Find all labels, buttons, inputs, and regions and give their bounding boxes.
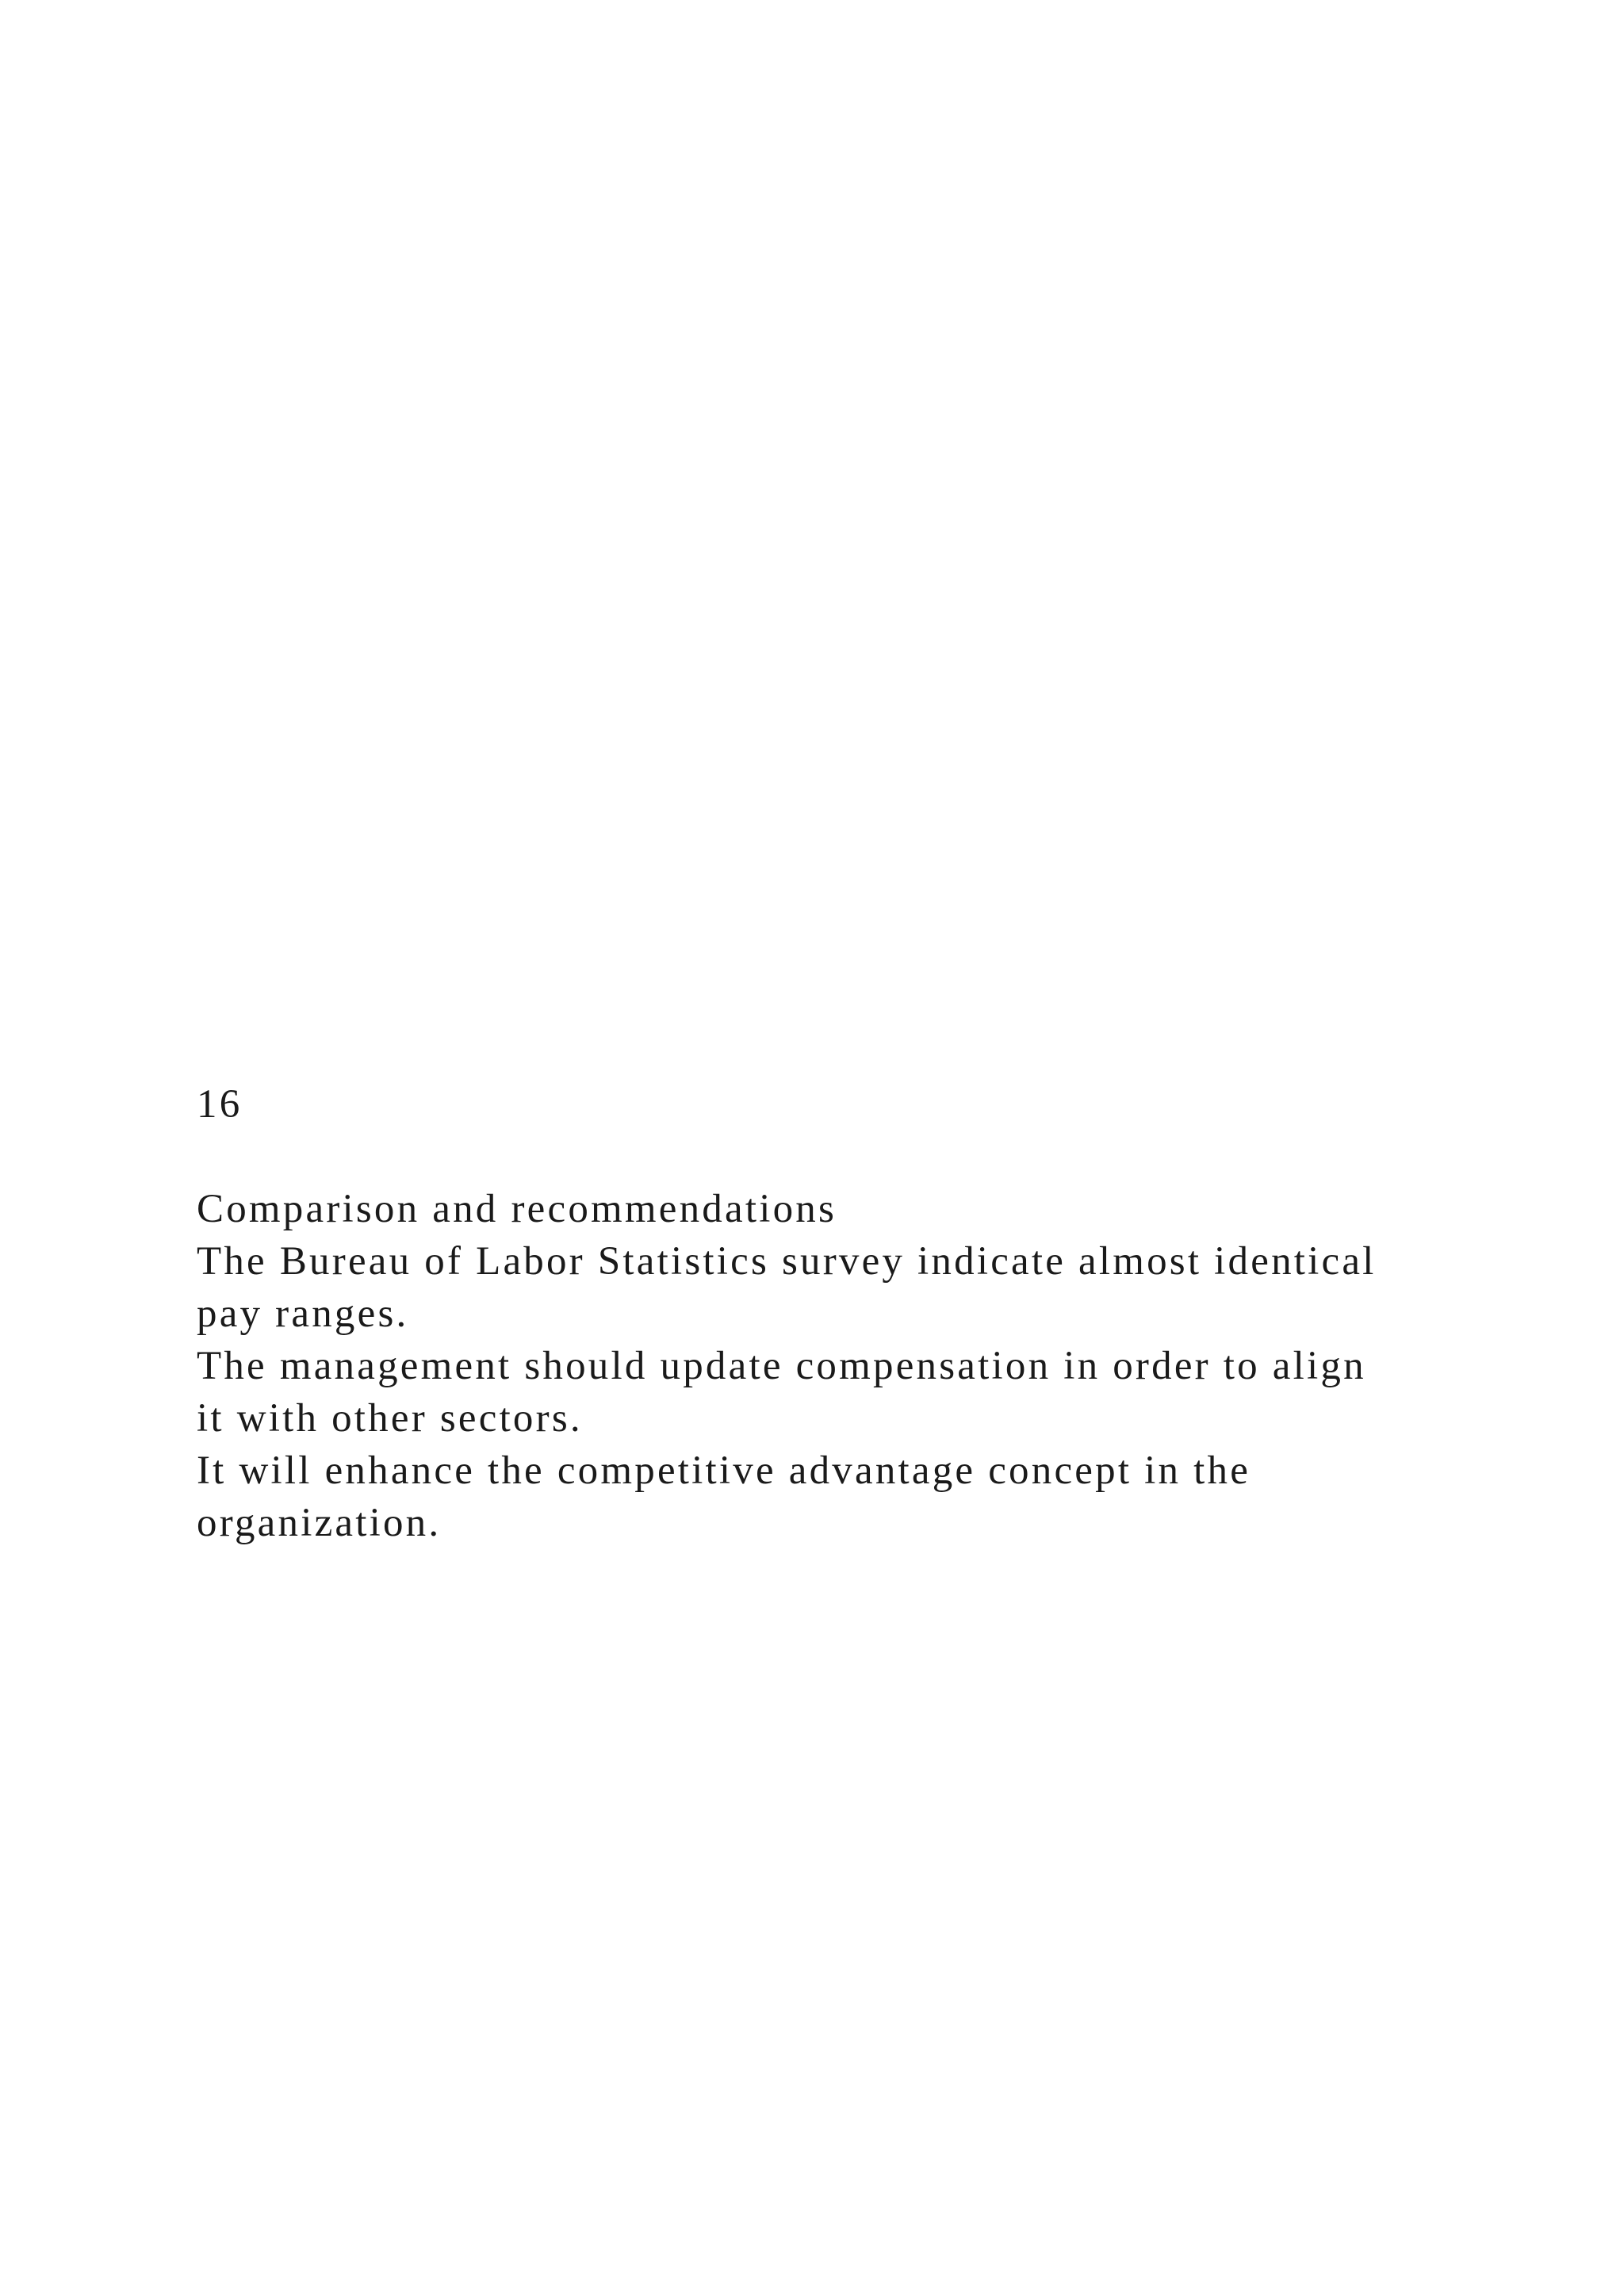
page-number: 16 [197, 1082, 243, 1127]
body-line: The Bureau of Labor Statistics survey indicate almost identical [197, 1239, 1377, 1284]
section-heading: Comparison and recommendations [197, 1187, 837, 1231]
body-line: It will enhance the competitive advantage concept in the [197, 1448, 1251, 1493]
body-line: organization. [197, 1501, 442, 1545]
slide-text [197, 1078, 1497, 1549]
body-line: it with other sectors. [197, 1396, 583, 1441]
blank-line [197, 1131, 1497, 1183]
body-line: The management should update compensation in order to align [197, 1344, 1366, 1388]
body-line: pay ranges. [197, 1292, 409, 1336]
